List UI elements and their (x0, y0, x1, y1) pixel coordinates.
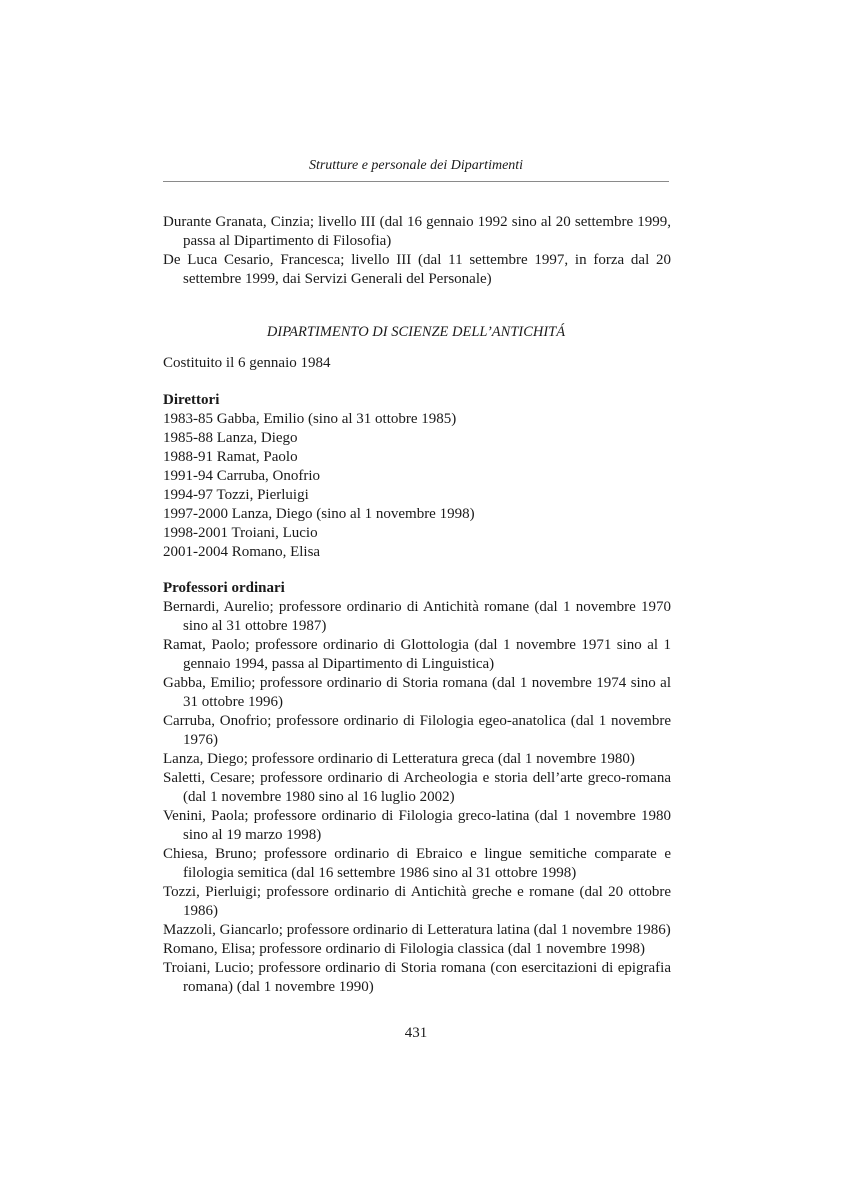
professor-entry: Chiesa, Bruno; professore ordinario di Ebraico e lingue semitiche comparate e filologia semitica (dal 16 settembre 1986 sino al 31 ottobre 1998) (163, 846, 671, 881)
staff-list (163, 213, 671, 289)
director-item: 1994-97 Tozzi, Pierluigi (163, 487, 309, 503)
professor-entry: Troiani, Lucio; professore ordinario di Storia romana (con esercitazioni di epigrafia romana) (dal 1 novembre 1990) (163, 960, 671, 995)
directors-section (163, 391, 671, 562)
professor-entry: Carruba, Onofrio; professore ordinario di Filologia egeo-anatolica (dal 1 novembre 1976) (163, 713, 671, 748)
page-number: 431 (404, 1025, 428, 1041)
header-rule (163, 181, 669, 182)
director-item: 1997-2000 Lanza, Diego (sino al 1 novembre 1998) (163, 506, 475, 522)
directors-heading: Direttori (163, 392, 220, 408)
director-item: 2001-2004 Romano, Elisa (163, 544, 321, 560)
professors-section (163, 579, 671, 997)
professor-entry: Saletti, Cesare; professore ordinario di Archeologia e storia dell’arte greco-romana (dal 1 novembre 1980 sino al 16 luglio 2002) (163, 770, 671, 805)
director-item: 1991-94 Carruba, Onofrio (163, 468, 321, 484)
professor-entry: Mazzoli, Giancarlo; professore ordinario di Letteratura latina (dal 1 novembre 1986) (163, 922, 671, 938)
professors-heading: Professori ordinari (163, 580, 285, 596)
director-item: 1983-85 Gabba, Emilio (sino al 31 ottobre 1985) (163, 411, 457, 427)
founded-date: Costituito il 6 gennaio 1984 (163, 355, 331, 371)
professor-entry: Gabba, Emilio; professore ordinario di Storia romana (dal 1 novembre 1974 sino al 31 ottobre 1996) (163, 675, 671, 710)
department-title: DIPARTIMENTO DI SCIENZE DELL’ANTICHITÁ (266, 324, 566, 340)
staff-entry: De Luca Cesario, Francesca; livello III (dal 11 settembre 1997, in forza dal 20 settembre 1999, dai Servizi Generali del Personale) (163, 252, 671, 287)
director-item: 1988-91 Ramat, Paolo (163, 449, 298, 465)
professor-entry: Ramat, Paolo; professore ordinario di Glottologia (dal 1 novembre 1971 sino al 1 gennaio 1994, passa al Dipartimento di Linguistica) (163, 637, 671, 672)
professor-entry: Venini, Paola; professore ordinario di Filologia greco-latina (dal 1 novembre 1980 sino al 19 marzo 1998) (163, 808, 671, 843)
directors-list (163, 410, 671, 562)
professor-entry: Bernardi, Aurelio; professore ordinario di Antichità romane (dal 1 novembre 1970 sino al 31 ottobre 1987) (163, 599, 671, 634)
professor-entry: Tozzi, Pierluigi; professore ordinario di Antichità greche e romane (dal 20 ottobre 1986) (163, 884, 671, 919)
professor-entry: Romano, Elisa; professore ordinario di Filologia classica (dal 1 novembre 1998) (163, 941, 645, 957)
professor-entry: Lanza, Diego; professore ordinario di Letteratura greca (dal 1 novembre 1980) (163, 751, 635, 767)
director-item: 1985-88 Lanza, Diego (163, 430, 298, 446)
director-item: 1998-2001 Troiani, Lucio (163, 525, 318, 541)
running-head: Strutture e personale dei Dipartimenti (308, 158, 524, 173)
staff-entry: Durante Granata, Cinzia; livello III (dal 16 gennaio 1992 sino al 20 settembre 1999, passa al Dipartimento di Filosofia) (163, 214, 671, 249)
